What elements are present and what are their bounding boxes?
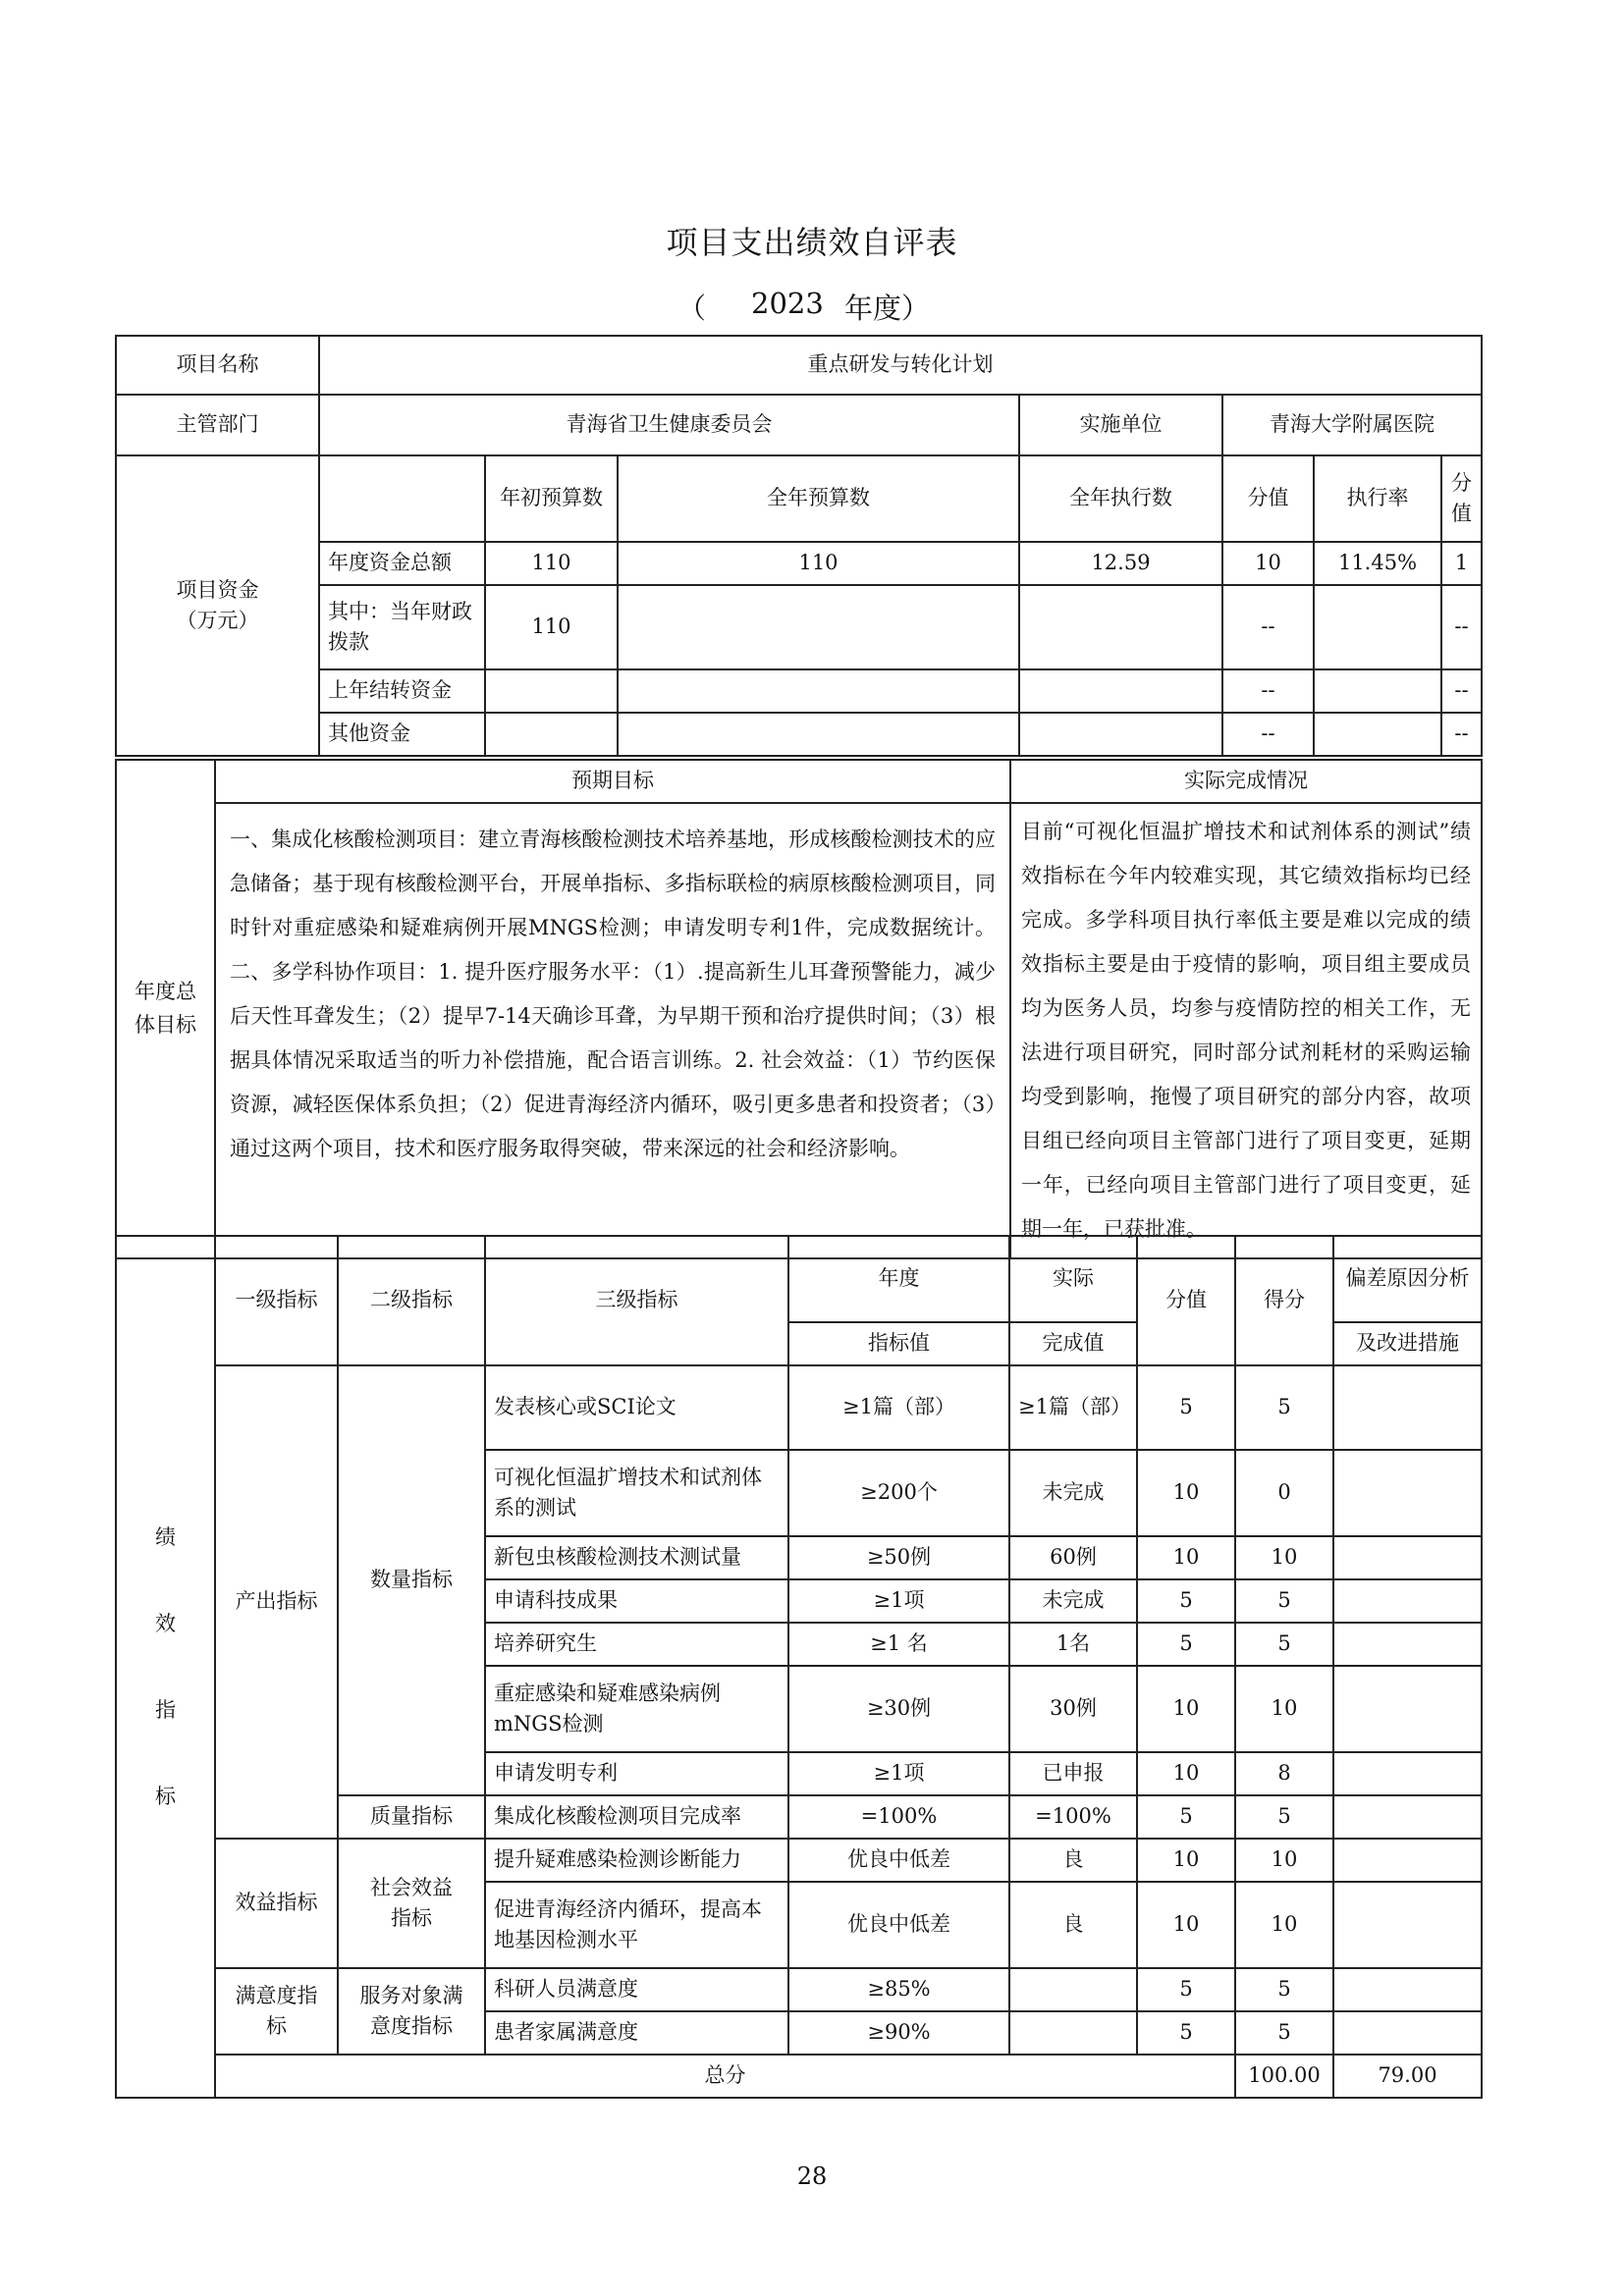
funds-row-score: 1 [1441,542,1482,585]
level3-header: 三级指标 [485,1236,788,1365]
funds-row-label: 上年结转资金 [319,669,485,713]
funds-row-score-value: 10 [1222,542,1314,585]
indicator-target: ≥200个 [788,1450,1009,1536]
score-header: 得分 [1235,1236,1333,1365]
indicators-table [115,1235,1483,2099]
indicator-actual: 60例 [1009,1536,1137,1579]
indicator-score-value: 5 [1137,2011,1235,2055]
page-title: 项目支出绩效自评表 [666,224,958,261]
goals-section-label: 年度总体目标 [116,760,215,1258]
year-value: 2023 [751,287,824,320]
expected-goal-header: 预期目标 [215,760,1010,803]
indicator-score: 5 [1235,2011,1333,2055]
actual-header-top: 实际 [1009,1236,1137,1322]
indicator-name: 重症感染和疑难感染病例mNGS检测 [485,1666,788,1752]
quality-indicator-label: 质量指标 [338,1795,485,1839]
indicator-target: ≥85% [788,1968,1009,2011]
funds-row-rate [1314,669,1441,713]
social-indicator-label: 社会效益指标 [338,1839,485,1968]
indicator-score-value: 5 [1137,1579,1235,1623]
indicator-deviation [1333,1365,1482,1450]
indicator-score: 10 [1235,1536,1333,1579]
dept-label: 主管部门 [116,395,319,455]
deviation-header-bottom: 及改进措施 [1333,1322,1482,1365]
indicator-score-value: 10 [1137,1752,1235,1795]
indicator-score: 0 [1235,1450,1333,1536]
indicator-score-value: 10 [1137,1666,1235,1752]
indicator-target: ≥30例 [788,1666,1009,1752]
level2-header: 二级指标 [338,1236,485,1365]
indicator-deviation [1333,1882,1482,1968]
funds-row-rate: 11.45% [1314,542,1441,585]
indicator-score-value: 10 [1137,1882,1235,1968]
indicator-score-value: 5 [1137,1365,1235,1450]
funds-header-score-value: 分值 [1222,455,1314,542]
indicator-target: ≥50例 [788,1536,1009,1579]
total-score-value: 100.00 [1235,2055,1333,2098]
project-name-value: 重点研发与转化计划 [319,336,1482,395]
service-satisfaction-label: 服务对象满意度指标 [338,1968,485,2055]
indicator-actual: 30例 [1009,1666,1137,1752]
indicator-score-value: 10 [1137,1839,1235,1882]
indicator-name: 患者家属满意度 [485,2011,788,2055]
indicator-score: 5 [1235,1365,1333,1450]
funds-section-label: 项目资金 （万元） [116,455,319,756]
actual-status-header: 实际完成情况 [1010,760,1482,803]
indicator-score: 10 [1235,1882,1333,1968]
funds-row-initial [485,669,618,713]
funds-row-annual [618,713,1019,756]
indicator-target: ≥1篇（部） [788,1365,1009,1450]
funds-row-annual: 110 [618,542,1019,585]
target-header-bottom: 指标值 [788,1322,1009,1365]
indicator-name: 新包虫核酸检测技术测试量 [485,1536,788,1579]
funds-row-executed [1019,713,1222,756]
funds-header-initial: 年初预算数 [485,455,618,542]
level1-header: 一级指标 [215,1236,338,1365]
indicators-section-label: 绩效指标 [116,1236,215,2098]
indicator-score: 10 [1235,1839,1333,1882]
indicator-actual: 未完成 [1009,1579,1137,1623]
funds-row-annual [618,585,1019,669]
funds-row-score-value: -- [1222,713,1314,756]
target-header-top: 年度 [788,1236,1009,1322]
indicator-name: 促进青海经济内循环，提高本地基因检测水平 [485,1882,788,1968]
indicator-name: 可视化恒温扩增技术和试剂体系的测试 [485,1450,788,1536]
indicator-score: 5 [1235,1968,1333,2011]
quantity-indicator-label: 数量指标 [338,1365,485,1795]
indicator-score: 5 [1235,1623,1333,1666]
funds-header-rate: 执行率 [1314,455,1441,542]
funds-header-annual: 全年预算数 [618,455,1019,542]
funds-header-score: 分值 [1441,455,1482,542]
indicator-score-value: 10 [1137,1536,1235,1579]
funds-row-rate [1314,585,1441,669]
indicator-deviation [1333,1839,1482,1882]
funds-row-executed [1019,669,1222,713]
indicator-deviation [1333,1623,1482,1666]
indicator-deviation [1333,1450,1482,1536]
score-value-header: 分值 [1137,1236,1235,1365]
funds-row-rate [1314,713,1441,756]
indicator-target: ≥1项 [788,1579,1009,1623]
indicator-actual: 良 [1009,1839,1137,1882]
indicator-name: 提升疑难感染检测诊断能力 [485,1839,788,1882]
funds-row-score-value: -- [1222,669,1314,713]
benefit-indicator-label: 效益指标 [215,1839,338,1968]
funds-row-label: 其中：当年财政拨款 [319,585,485,669]
funds-row-score-value: -- [1222,585,1314,669]
indicator-target: 优良中低差 [788,1839,1009,1882]
indicator-actual: =100% [1009,1795,1137,1839]
indicator-actual [1009,2011,1137,2055]
indicator-name: 培养研究生 [485,1623,788,1666]
funds-header-executed: 全年执行数 [1019,455,1222,542]
year-open-paren: （ [677,292,707,325]
actual-status-text: 目前“可视化恒温扩增技术和试剂体系的测试”绩效指标在今年内较难实现，其它绩效指标均已经完成。多学科项目执行率低主要是难以完成的绩效指标主要是由于疫情的影响，项目组主要成员均为医务人员，均参与疫情防控的相关工作，无法进行项目研究，同时部分试剂耗材的采购运输均受到影响，拖慢了项目研究的部分内容，故项目组已经向项目主管部门进行了项目变更，延期一年，已经向项目主管部门进行了项目变更，延期一年，已获批准。 [1010,803,1482,1258]
indicator-name: 发表核心或SCI论文 [485,1365,788,1450]
indicator-deviation [1333,2011,1482,2055]
indicator-target: =100% [788,1795,1009,1839]
funds-row-score: -- [1441,713,1482,756]
indicator-deviation [1333,1536,1482,1579]
indicator-score: 10 [1235,1666,1333,1752]
indicator-actual: 1名 [1009,1623,1137,1666]
indicator-actual: ≥1篇（部） [1009,1365,1137,1450]
indicator-score-value: 5 [1137,1795,1235,1839]
funds-row-executed: 12.59 [1019,542,1222,585]
indicator-deviation [1333,1666,1482,1752]
indicator-deviation [1333,1579,1482,1623]
indicator-target: ≥90% [788,2011,1009,2055]
goals-table [115,759,1483,1259]
indicator-score-value: 10 [1137,1450,1235,1536]
unit-label: 实施单位 [1019,395,1222,455]
dept-value: 青海省卫生健康委员会 [319,395,1019,455]
project-funds-table [115,335,1483,757]
funds-row-initial: 110 [485,542,618,585]
indicator-name: 申请科技成果 [485,1579,788,1623]
funds-row-score: -- [1441,669,1482,713]
indicator-actual: 未完成 [1009,1450,1137,1536]
indicator-target: ≥1项 [788,1752,1009,1795]
funds-row-initial: 110 [485,585,618,669]
deviation-header-top: 偏差原因分析 [1333,1236,1482,1322]
funds-row-executed [1019,585,1222,669]
indicator-score: 8 [1235,1752,1333,1795]
indicator-score: 5 [1235,1795,1333,1839]
satisfaction-indicator-label: 满意度指标 [215,1968,338,2055]
indicator-deviation [1333,1968,1482,2011]
project-name-label: 项目名称 [116,336,319,395]
indicator-score: 5 [1235,1579,1333,1623]
indicator-actual: 已申报 [1009,1752,1137,1795]
indicator-name: 申请发明专利 [485,1752,788,1795]
output-indicator-label: 产出指标 [215,1365,338,1839]
funds-row-annual [618,669,1019,713]
actual-header-bottom: 完成值 [1009,1322,1137,1365]
funds-row-score: -- [1441,585,1482,669]
funds-row-initial [485,713,618,756]
funds-row-label: 其他资金 [319,713,485,756]
unit-value: 青海大学附属医院 [1222,395,1482,455]
indicator-deviation [1333,1795,1482,1839]
year-label: 年度） [844,292,931,325]
indicator-target: ≥1 名 [788,1623,1009,1666]
indicator-target: 优良中低差 [788,1882,1009,1968]
page-number: 28 [796,2163,828,2190]
expected-goal-text: 一、集成化核酸检测项目：建立青海核酸检测技术培养基地，形成核酸检测技术的应急储备；基于现有核酸检测平台，开展单指标、多指标联检的病原核酸检测项目，同时针对重症感染和疑难病例开展MNGS检测；申请发明专利1件，完成数据统计。二、多学科协作项目：1. 提升医疗服务水平：（1）.提高新生儿耳聋预警能力，减少后天性耳聋发生；（2）提早7-14天确诊耳聋，为早期干预和治疗提供时间；（3）根据具体情况采取适当的听力补偿措施，配合语言训练。2. 社会效益：（1）节约医保资源，减轻医保体系负担；（2）促进青海经济内循环，吸引更多患者和投资者；（3）通过这两个项目，技术和医疗服务取得突破，带来深远的社会和经济影响。 [215,803,1010,1258]
indicator-actual: 良 [1009,1882,1137,1968]
funds-row-label: 年度资金总额 [319,542,485,585]
funds-header-blank [319,455,485,542]
indicator-deviation [1333,1752,1482,1795]
total-label: 总分 [215,2055,1235,2098]
indicator-name: 科研人员满意度 [485,1968,788,2011]
indicator-actual [1009,1968,1137,2011]
indicator-score-value: 5 [1137,1623,1235,1666]
indicator-name: 集成化核酸检测项目完成率 [485,1795,788,1839]
indicator-score-value: 5 [1137,1968,1235,2011]
total-score: 79.00 [1333,2055,1482,2098]
